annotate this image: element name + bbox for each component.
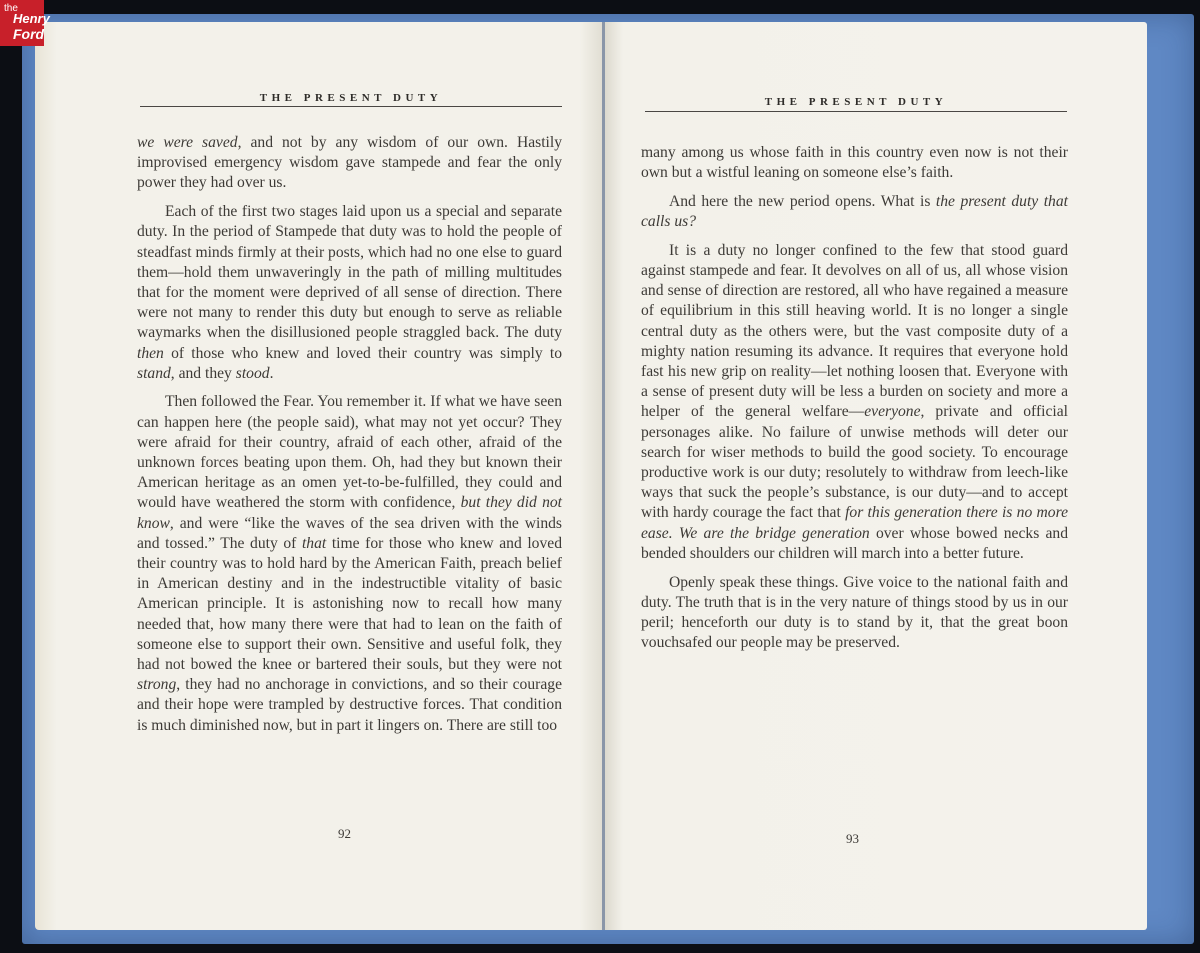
right-paragraph-2: And here the new period opens. What is the present duty that calls us?: [641, 192, 1068, 231]
left-page-header: THE PRESENT DUTY: [259, 92, 443, 104]
right-paragraph-1: many among us whose faith in this country even now is not their own but a wistful leaning on someone else’s faith.: [641, 144, 1068, 182]
left-paragraph-2: Each of the first two stages laid upon us a special and separate duty. In the period of Stampede that duty was to hold the people of steadfast minds firmly at their posts, which had no one else to guard them—hold them unwaveringly in the path of milling multitudes that for the moment were deprived of all sense of direction. There were not many to render this duty but enough to serve as reliable waymarks when the disillusioned people straggled back. The duty then of those who knew and loved their country was simply to stand, and they stood.: [137, 203, 562, 382]
right-page-header: THE PRESENT DUTY: [764, 96, 948, 108]
henry-ford-logo: the Henry Ford: [0, 0, 44, 46]
right-header-rule: [645, 111, 1067, 112]
left-paragraph-3: Then followed the Fear. You remember it. If what we have seen can happen here (the people said), what may not yet occur? They were afraid for their country, afraid of each other, afraid of the unknown forces beating upon them. Oh, had they but known their American heritage as an omen yet-to-be-fulfilled, they could and would have weathered the storm with confidence, but they did not know, and were “like the waves of the sea driven with the winds and tossed.” The duty of that time for those who knew and loved their country was to hold hard by the American Faith, preach belief in American destiny and in the indestructible vitality of basic American principle. It is astonishing now to recall how many needed that, how many there were that had to lean on the faith of someone else to support their own. Sensitive and useful folk, they had not bowed the knee or bartered their souls, but they were not strong, they had no anchorage in convictions, and so their courage and their hope were trampled by destructive forces. That condition is much diminished now, but in part it lingers on. There are still too: [137, 393, 562, 734]
left-header-rule: [140, 106, 562, 107]
right-paragraph-4: Openly speak these things. Give voice to the national faith and duty. The truth that is in the very nature of things stood by us in our peril; henceforth our duty is to stand by it, that the great boon vouchsafed our people may be preserved.: [641, 573, 1068, 652]
right-page-number: 93: [846, 831, 859, 846]
left-paragraph-1: we were saved, and not by any wisdom of our own. Hastily improvised emergency wisdom gave stampede and fear the only power they had over us.: [137, 134, 563, 192]
right-page-body: [641, 143, 1068, 662]
right-paragraph-3: It is a duty no longer confined to the few that stood guard against stampede and fear. It devolves on all of us, all whose vision and sense of direction are restored, all who have regained a measure of equilibrium in this still heaving world. It is no longer a single central duty as the others were, but the vast composite duty of a mighty nation resuming its advance. It requires that everyone hold fast his new grip on reality—let nothing loosen that. Everyone with a sense of present duty will be less a burden on society and more a helper of the general welfare—everyone, private and official personages alike. No failure of unwise methods will deter our search for wiser methods to build the good society. To encourage productive work is our duty; resolutely to withdraw from leech-like ways that suck the people’s substance, is our duty—and to accept with hardy courage the fact that for this generation there is no more ease. We are the bridge generation over whose bowed necks and bended shoulders our children will march into a better future.: [641, 241, 1068, 562]
left-page-number: 92: [338, 826, 351, 841]
left-page-body: [137, 133, 562, 744]
